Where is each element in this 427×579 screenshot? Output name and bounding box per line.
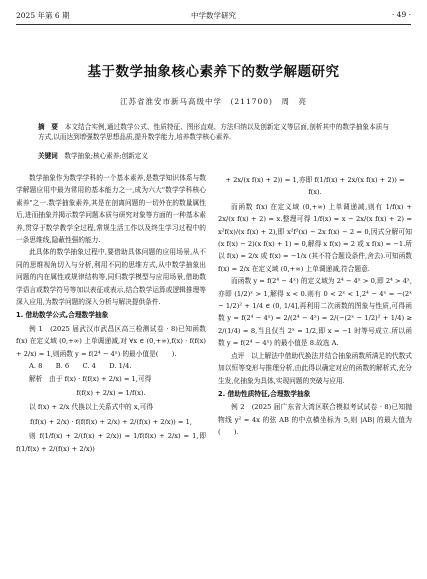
section-heading: 1. 借助数学公式,合理数学抽象 [16,311,109,320]
running-header [16,10,411,22]
header-rule [16,24,411,25]
right-column [218,172,412,572]
issue-label: 2025 年第 6 期 [16,11,70,20]
body-paragraph: 例 1 (2025 届武汉市武昌区高三检测试卷 · 8)已知函数 f(x) 在定义域 (0,+∞) 上单调递减,对 ∀x ∈ (0,+∞),f(x) · f(f(x) + 2/x) = 1,则函数 y = f(2⁴ − 4ˣ) 的最小值是( ). [16,324,206,358]
body-paragraph: 此具体的数学抽象过程中,要借助具体问题的应用场景,从不同的思维视角切入与分析,利用不同的思维方式,从中数学抽象出问题的内在属性或规律结构等,同归数学模型与应用场景,借助数学语言或数学符号等加以表征或表示,结合数学运算或逻辑推理等深入应用,为数学问题的深入分析与解决提供条件. [16,248,206,307]
keywords-label: 关键词 [38,152,58,160]
equation-line: + 2x/(x f(x) + 2)) = 1,亦即 f(1/f(x) + 2x/(x f(x) + 2)) = f(x). [225,176,405,197]
section-heading: 2. 借助性质特征,合理数学抽象 [218,389,311,398]
body-paragraph: 解析 由于 f(x) · f(f(x) + 2/x) = 1,可得 [29,374,152,383]
abstract-text: 本文结合实例,通过数学公式、性质特征、图形直观、方法归纳以及创新定义等层面,剖析其中的数学抽象本质与方式,以而达到增强数学思想品质,提升数学能力,培养数学核心素养. [38,123,390,141]
body-paragraph: 而函数 f(x) 在定义域 (0,+∞) 上单调递减,则有 1/f(x) + 2x/(x f(x) + 2) = x.整理可得 1/f(x) = x − 2x/(x f(x) + 2) = x²f(x)/(x f(x) + 2),即 x²f²(x) − 2x f(x) − 2 = 0,因式分解可知 (x f(x) − 2)(x f(x) + 1) = 0,解得 x f(x) = 2 或 x f(x) = −1.所以 f(x) = 2/x 或 f(x) = −1/x (其不符合题设条件,舍去).可知函数 f(x) = 2/x 在定义域 (0,+∞) 上单调递减,符合题意. [218,202,412,273]
body-paragraph: 例 2 (2025 届广东省大湾区联合模拟考试试卷 · 8)已知抛物线 y² = 4x 的弦 AB 的中点横坐标为 5,则 |AB| 的最大值为( ). [218,403,412,437]
body-paragraph: 则 f(1/f(x) + 2/(f(x) + 2/x)) = 1/f(f(x) + 2/x) = 1,即 f(1/f(x) + 2/(f(x) + 2/x)) [16,432,206,453]
author-line: 江苏省淮安市新马高级中学 (211700) 周 亮 [120,97,307,106]
abstract-label: 摘 要 [38,123,59,131]
equation-line: f(f(x) + 2/x) = 1/f(x). [76,388,146,397]
answer-options: A. 8 B. 6 C. 4 D. 1/4. [29,362,132,371]
article-title: 基于数学抽象核心素养下的数学解题研究 [87,64,340,80]
body-paragraph: 而函数 y = f(2⁴ − 4ˣ) 的定义域为 2⁴ − 4ˣ > 0,即 2⁴ > 4ˣ,亦即 (1/2)ˣ > 1,解得 x < 0.则有 0 < 2ˣ < 1,2⁴ − 4ˣ = −(2ˣ − 1/2)² + 1/4 ∈ (0, 1/4],再利用二次函数的图象与性质,可得函数 y = f(2⁴ − 4ˣ) = 2/(2⁴ − 4ˣ) = 2/(−(2ˣ − 1/2)² + 1/4) ≥ 2/(1/4) = 8,当且仅当 2ˣ = 1/2,即 x = −1 时等号成立.所以函数 y = f(2⁴ − 4ˣ) 的最小值是 8.故选 A. [218,277,412,348]
journal-name: 中学数学研究 [191,11,236,20]
body-paragraph: 点评 以上解法中借助代换法并结合抽象函数所满足的代数式加以恒等变形与推理分析,由此得以确定对应的函数的解析式,充分生发,化抽象为具体,实现问题的突破与应用. [218,351,412,385]
abstract [38,122,389,142]
body-paragraph: 数学抽象作为数学学科的一个基本素养,是数学知识体系与数学解题应用中最为常用的基本能力之一,成为六大"数学学科核心素养"之一.数学抽象素养,其是在剖离问题的一切外在的数量属性后,进而抽象并揭示数学问题本质与研究对象等方面的一种基本素养,贯穿于数学教学全过程,常规生活工作以及终生学习过程中的一条思维线,隐蔽性强的能力. [16,174,206,245]
body-paragraph: 以 f(x) + 2/x 代换以上关系式中的 x,可得 [29,403,154,412]
equation-line: f(f(x) + 2/x) · f(f(f(x) + 2/x) + 2/(f(x) + 2/x)) = 1, [29,417,193,426]
page-number: · 49 · [391,10,411,19]
keywords-text: 数学抽象;核心素养;创新定义 [64,152,148,160]
left-column [16,172,206,572]
keywords [38,151,389,161]
